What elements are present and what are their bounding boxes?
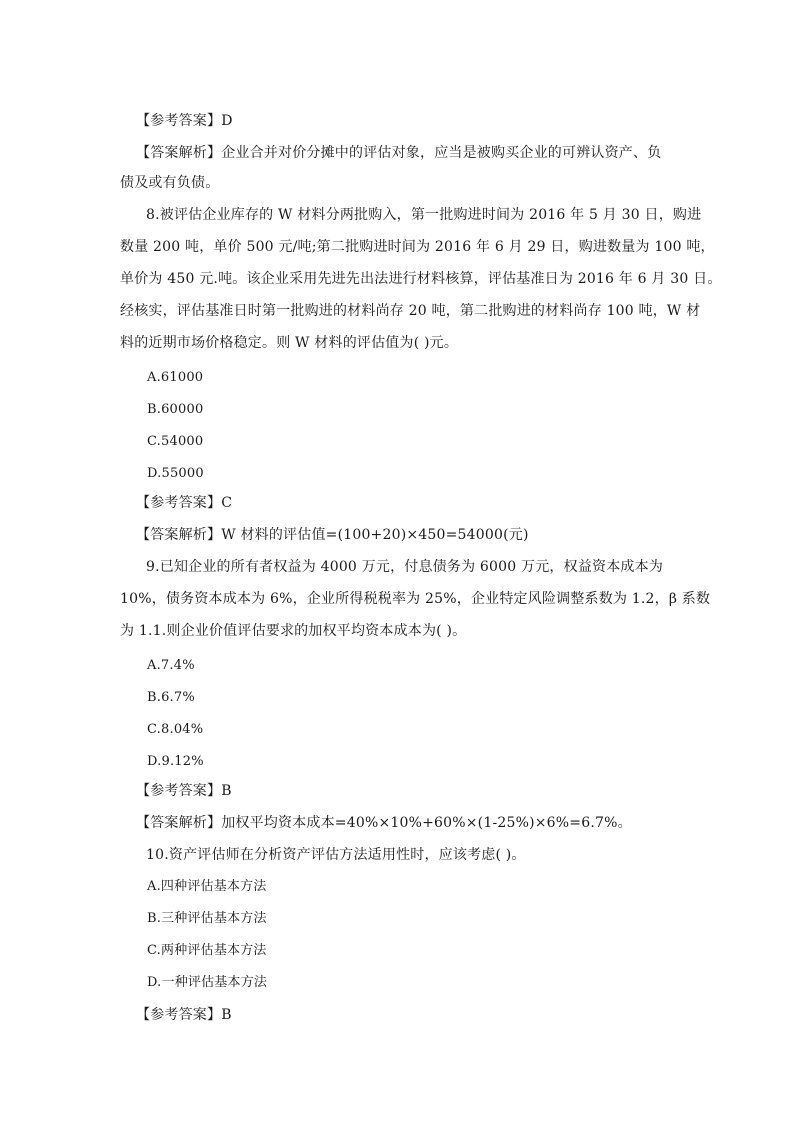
question-8-line: 数量 200 吨，单价 500 元/吨;第二批购进时间为 2016 年 6 月 29 日，购进数量为 100 吨， bbox=[120, 239, 715, 255]
option-d: D.55000 bbox=[147, 466, 204, 481]
option-c: C.54000 bbox=[147, 434, 204, 449]
answer-line: 【参考答案】B bbox=[136, 783, 232, 799]
question-9-line: 为 1.1.则企业价值评估要求的加权平均资本成本为( )。 bbox=[120, 623, 467, 639]
question-9-line: 10%，债务资本成本为 6%，企业所得税税率为 25%，企业特定风险调整系数为 1.2，β 系数 bbox=[120, 591, 711, 607]
question-8-line: 8.被评估企业库存的 W 材料分两批购入，第一批购进时间为 2016 年 5 月 30 日，购进 bbox=[146, 207, 702, 223]
question-8-line: 料的近期市场价格稳定。则 W 材料的评估值为( )元。 bbox=[120, 335, 459, 351]
option-b: B.6.7% bbox=[147, 690, 195, 705]
option-b: B.60000 bbox=[147, 402, 204, 417]
question-9-line: 9.已知企业的所有者权益为 4000 万元，付息债务为 6000 万元，权益资本成本为 bbox=[146, 559, 664, 575]
question-8-line: 经核实，评估基准日时第一批购进的材料尚存 20 吨，第二批购进的材料尚存 100 吨，W 材 bbox=[120, 303, 701, 319]
option-d: D.一种评估基本方法 bbox=[147, 975, 268, 990]
answer-line: 【参考答案】D bbox=[136, 113, 233, 129]
option-c: C.8.04% bbox=[147, 722, 204, 737]
question-8-line: 单价为 450 元.吨。该企业采用先进先出法进行材料核算，评估基准日为 2016 年 6 月 30 日。 bbox=[120, 271, 722, 287]
answer-line: 【参考答案】B bbox=[136, 1007, 232, 1023]
option-a: A.四种评估基本方法 bbox=[147, 879, 267, 894]
explanation-line: 【答案解析】企业合并对价分摊中的评估对象，应当是被购买企业的可辨认资产、负 bbox=[136, 145, 662, 161]
explanation-line: 【答案解析】W 材料的评估值=(100+20)×450=54000(元) bbox=[136, 527, 529, 543]
option-d: D.9.12% bbox=[147, 754, 204, 769]
question-10-line: 10.资产评估师在分析资产评估方法适用性时，应该考虑( )。 bbox=[146, 847, 526, 863]
option-b: B.三种评估基本方法 bbox=[147, 911, 267, 926]
explanation-line-cont: 债及或有负债。 bbox=[120, 175, 220, 191]
option-c: C.两种评估基本方法 bbox=[147, 943, 267, 958]
answer-line: 【参考答案】C bbox=[136, 495, 233, 511]
option-a: A.61000 bbox=[147, 370, 204, 385]
option-a: A.7.4% bbox=[147, 658, 195, 673]
explanation-line: 【答案解析】加权平均资本成本=40%×10%+60%×(1-25%)×6%=6.7%。 bbox=[136, 815, 632, 831]
